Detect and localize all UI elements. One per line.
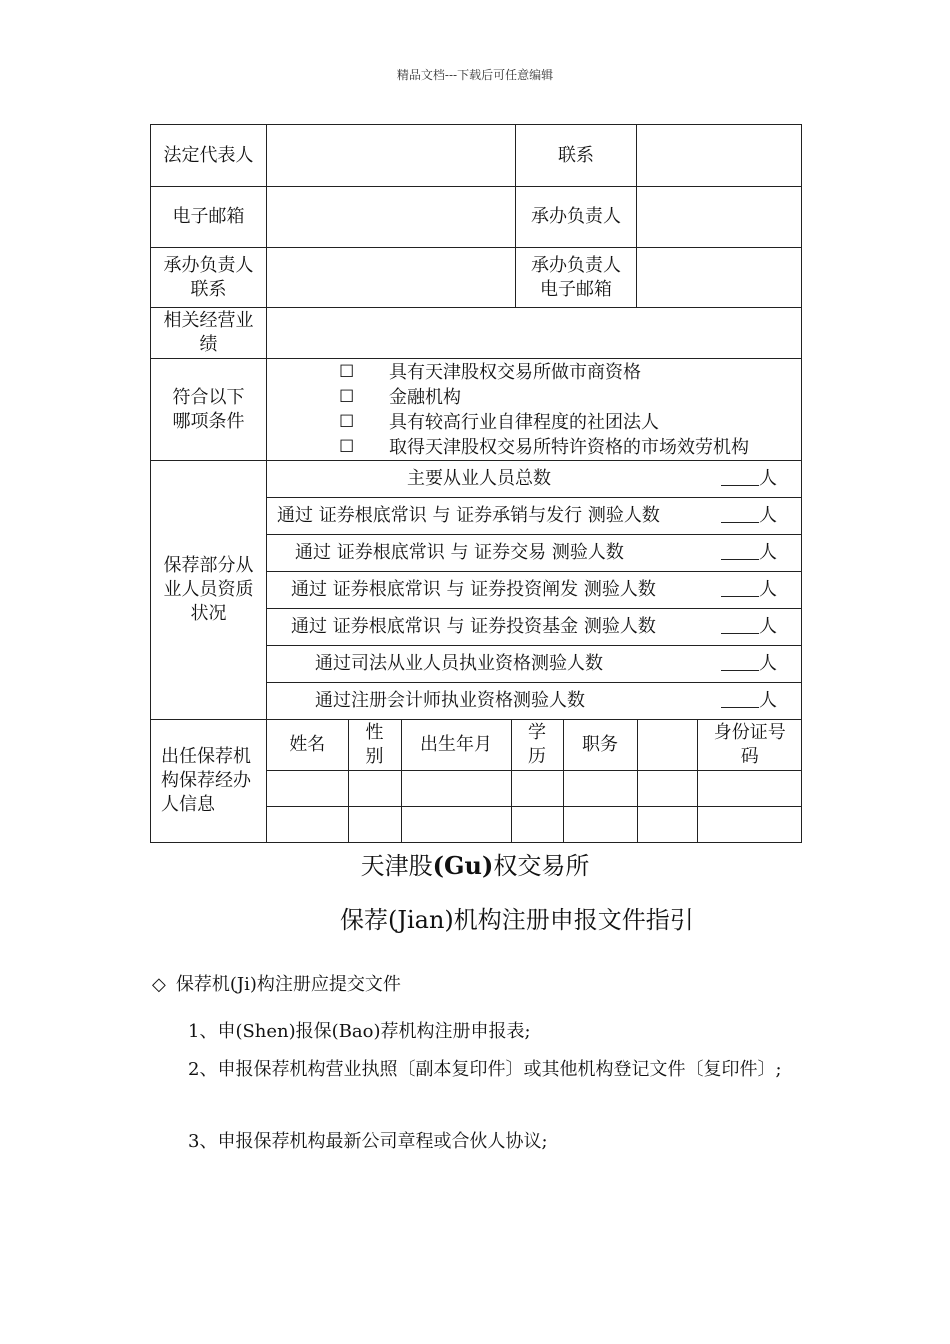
condition-text: 具有天津股权交易所做市商资格 [389, 361, 641, 383]
staff-row [267, 461, 801, 498]
agent-cell-input[interactable] [563, 770, 637, 806]
staff-row-label: 通过 证券根底常识 与 证券承销与发行 测验人数 [277, 505, 660, 526]
staff-row [267, 498, 801, 535]
agent-cell-input[interactable] [563, 806, 637, 842]
checkbox-icon[interactable]: ☐ [339, 386, 355, 407]
section-title: 保荐机(Ji)构注册应提交文件 [175, 974, 401, 995]
contact-label: 联系 [516, 125, 637, 187]
agent-cell-input[interactable] [267, 806, 348, 842]
unit-label: 人 [759, 505, 777, 526]
handler-value[interactable] [637, 187, 802, 248]
staff-row [267, 535, 801, 572]
handler-email-label: 承办负责人 电子邮箱 [516, 248, 637, 308]
agent-cell [267, 720, 802, 843]
title-bold-part: (Gu) [432, 851, 494, 880]
col-header-position: 职务 [563, 720, 637, 770]
conditions-label: 符合以下 哪项条件 [151, 359, 267, 461]
contact-value[interactable] [637, 125, 802, 187]
staff-row-label: 通过 证券根底常识 与 证券交易 测验人数 [295, 542, 624, 563]
unit-label: 人 [759, 616, 777, 637]
title-part: 权交易所 [493, 852, 590, 880]
condition-item[interactable] [339, 385, 801, 410]
agent-cell-input[interactable] [511, 806, 563, 842]
staff-row-label: 通过 证券根底常识 与 证券投资阐发 测验人数 [291, 579, 656, 600]
agent-cell-input[interactable] [401, 806, 511, 842]
performance-label: 相关经营业 绩 [151, 308, 267, 359]
agent-cell-input[interactable] [401, 770, 511, 806]
section-heading [152, 970, 401, 996]
staff-row-label: 通过司法从业人员执业资格测验人数 [315, 653, 603, 674]
handler-contact-label: 承办负责人 联系 [151, 248, 267, 308]
checkbox-icon[interactable]: ☐ [339, 436, 355, 457]
unit-label: 人 [759, 690, 777, 711]
condition-text: 金融机构 [389, 386, 461, 408]
count-field[interactable] [721, 467, 759, 486]
count-field[interactable] [721, 652, 759, 671]
staff-row [267, 572, 801, 609]
diamond-icon: ◇ [152, 974, 166, 995]
condition-text: 具有较高行业自律程度的社团法人 [389, 411, 659, 433]
handler-email-value[interactable] [637, 248, 802, 308]
staff-row [267, 683, 801, 719]
staff-row-label: 通过注册会计师执业资格测验人数 [315, 690, 585, 711]
count-field[interactable] [721, 689, 759, 708]
list-item: 2、申报保荐机构营业执照〔副本复印件〕或其他机构登记文件〔复印件〕; [188, 1059, 782, 1080]
list-item: 1、申(Shen)报保(Bao)荐机构注册申报表; [188, 1021, 531, 1042]
table-row [267, 806, 802, 842]
count-field[interactable] [721, 541, 759, 560]
staff-row-label: 通过 证券根底常识 与 证券投资基金 测验人数 [291, 616, 656, 637]
list-item: 3、申报保荐机构最新公司章程或合伙人协议; [188, 1131, 548, 1152]
count-field[interactable] [721, 504, 759, 523]
agent-label: 出任保荐机 构保荐经办 人信息 [151, 720, 267, 843]
agent-cell-input[interactable] [637, 770, 697, 806]
count-field[interactable] [721, 615, 759, 634]
col-header-blank [637, 720, 697, 770]
condition-item[interactable] [339, 435, 801, 460]
staff-cell [267, 461, 802, 720]
staff-label: 保荐部分从 业人员资质 状况 [151, 461, 267, 720]
legal-rep-label: 法定代表人 [151, 125, 267, 187]
condition-item[interactable] [339, 410, 801, 435]
col-header-birth: 出生年月 [401, 720, 511, 770]
agent-cell-input[interactable] [348, 770, 401, 806]
count-field[interactable] [721, 578, 759, 597]
unit-label: 人 [759, 579, 777, 600]
conditions-cell [267, 359, 802, 461]
checkbox-icon[interactable]: ☐ [339, 361, 355, 382]
staff-row [267, 646, 801, 683]
col-header-id-number: 身份证号 码 [697, 720, 802, 770]
condition-item[interactable] [339, 360, 801, 385]
table-row [267, 770, 802, 806]
checkbox-icon[interactable]: ☐ [339, 411, 355, 432]
staff-row [267, 609, 801, 646]
document-subtitle: 保荐(Jian)机构注册申报文件指引 [340, 906, 694, 934]
legal-rep-value[interactable] [267, 125, 516, 187]
document-title [0, 846, 950, 881]
agent-table [267, 720, 802, 842]
handler-contact-value[interactable] [267, 248, 516, 308]
performance-value[interactable] [267, 308, 802, 359]
unit-label: 人 [759, 468, 777, 489]
registration-form-table [150, 124, 802, 843]
email-label: 电子邮箱 [151, 187, 267, 248]
page-header: 精品文档---下载后可任意编辑 [396, 68, 554, 82]
agent-cell-input[interactable] [511, 770, 563, 806]
condition-text: 取得天津股权交易所特许资格的市场效劳机构 [389, 436, 749, 458]
col-header-gender: 性 别 [348, 720, 401, 770]
agent-cell-input[interactable] [348, 806, 401, 842]
col-header-name: 姓名 [267, 720, 348, 770]
unit-label: 人 [759, 653, 777, 674]
handler-label: 承办负责人 [516, 187, 637, 248]
agent-cell-input[interactable] [267, 770, 348, 806]
agent-cell-input[interactable] [697, 806, 802, 842]
email-value[interactable] [267, 187, 516, 248]
agent-cell-input[interactable] [637, 806, 697, 842]
title-part: 天津股 [360, 852, 433, 880]
staff-row-label: 主要从业人员总数 [407, 468, 551, 489]
agent-cell-input[interactable] [697, 770, 802, 806]
unit-label: 人 [759, 542, 777, 563]
col-header-education: 学 历 [511, 720, 563, 770]
